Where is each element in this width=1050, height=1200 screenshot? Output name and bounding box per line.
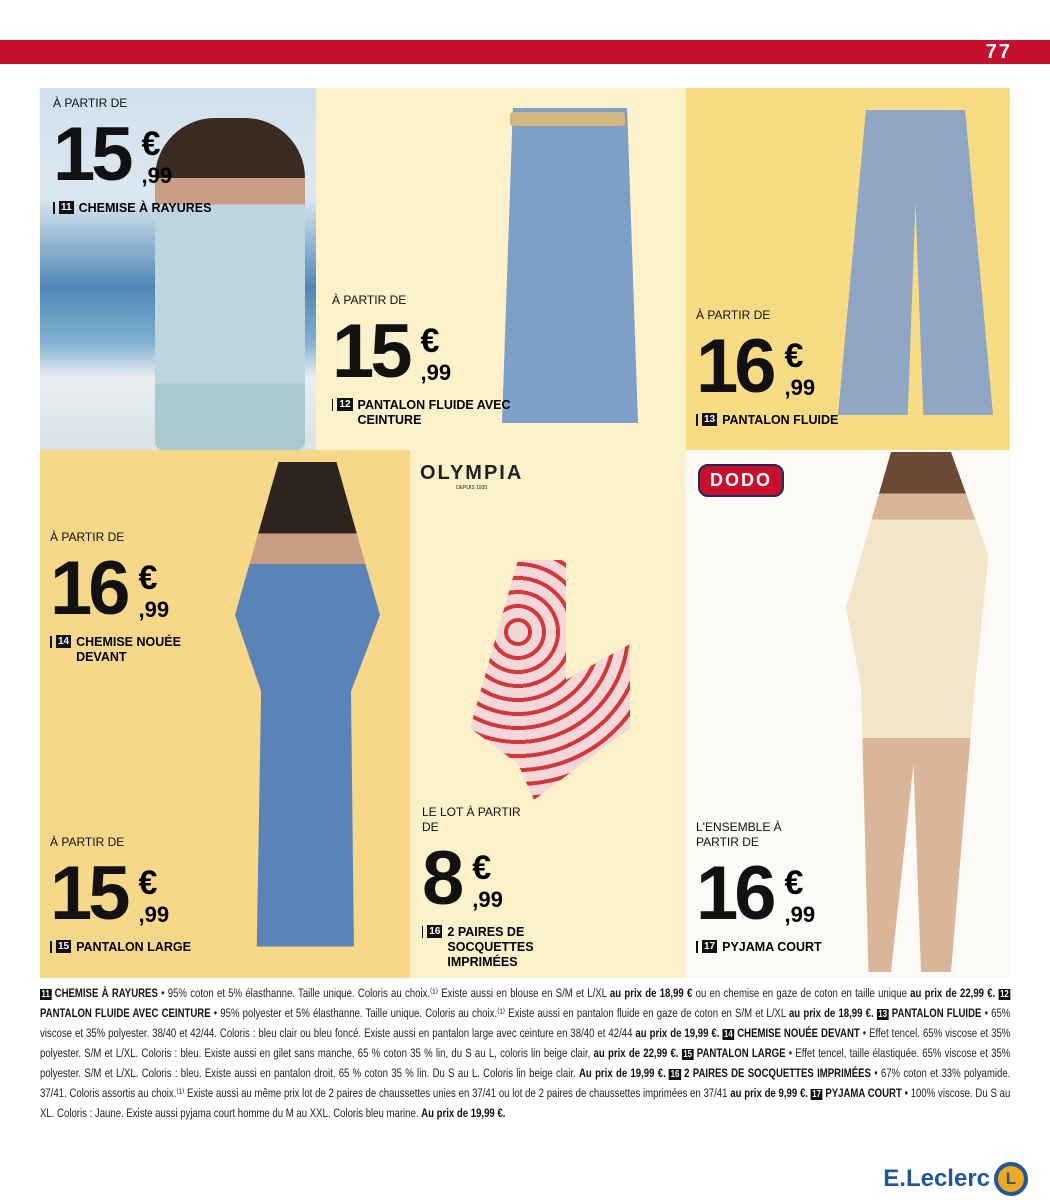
price-cents: ,99 — [784, 375, 816, 400]
product-number-badge: 12 — [339, 399, 351, 410]
product-cell-11 — [40, 88, 316, 450]
price-integer: 16 — [696, 324, 773, 409]
product-name: PANTALON FLUIDE — [891, 1006, 982, 1020]
product-number-badge: 17 — [812, 1089, 821, 1100]
leclerc-logo: E.Leclerc L — [883, 1162, 1028, 1196]
pants-image — [838, 110, 993, 415]
divider — [696, 414, 698, 426]
divider — [53, 202, 55, 214]
product-cell-12 — [316, 88, 686, 450]
price-integer: 15 — [50, 851, 127, 936]
product-name: PYJAMA COURT — [825, 1086, 902, 1100]
product-number-badge: 13 — [704, 414, 716, 425]
price-block-11 — [53, 96, 211, 216]
price-cents: ,99 — [472, 887, 503, 912]
product-name: CHEMISE À RAYURES — [54, 986, 158, 1000]
divider — [696, 941, 698, 953]
olympia-logo: OLYMPIA DEPUIS 1935 — [420, 462, 524, 491]
euro-sign: € — [472, 849, 492, 887]
price-note: au prix de 9,99 €. — [730, 1086, 808, 1100]
belt-image — [510, 112, 625, 126]
description-text: • 65% viscose et 35% polyester. 38/40 et 42/44. Coloris : bleu clair ou bleu foncé. Existe aussi en pantalon large avec ceinture en 38/40 et 42/44 — [40, 1006, 1011, 1040]
divider — [50, 636, 52, 648]
product-number-badge: 15 — [683, 1049, 692, 1060]
leclerc-l-icon: L — [994, 1162, 1028, 1196]
euro-sign: € — [784, 337, 804, 375]
divider — [50, 941, 52, 953]
header-bar — [0, 40, 1050, 64]
product-name: CHEMISE NOUÉE DEVANT — [737, 1026, 860, 1040]
price-cents: ,99 — [141, 163, 173, 188]
product-number-badge: 14 — [723, 1029, 733, 1040]
price-integer: 16 — [50, 546, 127, 631]
product-number-badge: 16 — [429, 926, 441, 937]
euro-sign: € — [141, 125, 161, 163]
socks-image — [470, 560, 630, 800]
product-label: CHEMISE NOUÉE DEVANT — [76, 635, 181, 664]
price-prefix: À PARTIR DE — [53, 96, 128, 110]
price-block-15 — [50, 835, 191, 955]
price-note: Au prix de 19,99 €. — [578, 1066, 666, 1080]
model-photo — [235, 462, 380, 972]
model-photo — [846, 452, 996, 972]
product-label: PANTALON LARGE — [76, 940, 191, 954]
price-note: au prix de 18,99 €. — [788, 1006, 874, 1020]
product-number-badge: 11 — [41, 989, 50, 1000]
price-integer: 8 — [422, 836, 461, 921]
price-note: au prix de 22,99 €. — [910, 986, 996, 1000]
price-prefix: À PARTIR DE — [332, 293, 407, 307]
price-integer: 15 — [53, 112, 130, 197]
product-label: PANTALON FLUIDE — [722, 413, 839, 427]
price-prefix: À PARTIR DE — [696, 308, 771, 322]
price-block-12 — [332, 293, 512, 428]
price-block-16 — [422, 805, 602, 970]
product-cell-14-15 — [40, 450, 410, 978]
price-prefix: À PARTIR DE — [50, 530, 125, 544]
product-number-badge: 12 — [1000, 989, 1009, 1000]
price-block-14 — [50, 530, 230, 665]
price-note: au prix de 22,99 €. — [593, 1046, 679, 1060]
price-note: Au prix de 19,99 €. — [421, 1106, 506, 1120]
description-text: • 100% viscose. Du S au XL. Coloris : Jaune. Existe aussi pyjama court homme du M au XXL. Coloris bleu marine. — [40, 1086, 1011, 1120]
price-prefix: À PARTIR DE — [50, 835, 125, 849]
price-prefix: LE LOT À PARTIR DE — [422, 805, 521, 834]
dodo-logo: DODO — [698, 464, 784, 497]
product-name: 2 PAIRES DE SOCQUETTES IMPRIMÉES — [684, 1066, 871, 1080]
pants-image — [502, 108, 638, 423]
price-cents: ,99 — [138, 597, 170, 622]
description-text: • Effet tencel. 65% viscose et 35% polyester. S/M et L/XL. Coloris : bleu. Existe aussi en gilet sans manche, 65 % coton 35 % lin, du S au L, coloris lin beige clair, — [40, 1026, 1011, 1060]
product-number-badge: 15 — [58, 941, 70, 952]
euro-sign: € — [784, 864, 804, 902]
description-text: • Effet tencel, taille élastiquée. 65% viscose et 35% polyester. S/M et L/XL. Coloris : bleu. Existe aussi en pantalon droit, 65 % coton 35 % lin. Du S au L. Coloris lin beige clair. — [40, 1046, 1011, 1080]
page-number: 77 — [985, 41, 1012, 63]
euro-sign: € — [138, 559, 158, 597]
price-integer: 15 — [332, 309, 409, 394]
product-number-badge: 16 — [670, 1069, 680, 1080]
product-label: PYJAMA COURT — [722, 940, 822, 954]
price-block-13 — [696, 308, 838, 428]
product-name: PANTALON LARGE — [696, 1046, 786, 1060]
price-block-17 — [696, 820, 822, 955]
description-text: • 95% coton et 5% élasthanne. Taille unique. Coloris au choix.⁽¹⁾ Existe aussi en blouse en S/M et L/XL — [157, 986, 610, 1000]
product-descriptions — [40, 984, 1010, 1123]
divider — [332, 399, 333, 411]
product-label: PANTALON FLUIDE AVEC CEINTURE — [357, 398, 511, 427]
product-cell-17 — [686, 450, 1010, 978]
product-label: CHEMISE À RAYURES — [78, 201, 212, 215]
price-cents: ,99 — [784, 902, 816, 927]
product-cell-16 — [410, 450, 686, 978]
product-name: PANTALON FLUIDE AVEC CEINTURE — [40, 1006, 211, 1020]
product-number-badge: 14 — [57, 636, 70, 647]
product-number-badge: 13 — [878, 1009, 888, 1020]
description-text: • 67% coton et 33% polyamide. 37/41. Coloris assortis au choix.⁽¹⁾ Existe aussi au même prix lot de 2 paires de chaussettes unies en 37/41 ou lot de 2 paires de chaussettes imprimées en 37/41 — [40, 1066, 1011, 1100]
price-note: au prix de 19,99 €. — [635, 1026, 720, 1040]
euro-sign: € — [420, 322, 440, 360]
product-cell-13 — [686, 88, 1010, 450]
product-number-badge: 11 — [61, 202, 72, 213]
description-text: ou en chemise en gaze de coton en taille unique — [692, 986, 911, 1000]
euro-sign: € — [138, 864, 158, 902]
price-cents: ,99 — [420, 360, 452, 385]
price-cents: ,99 — [138, 902, 170, 927]
price-prefix: L'ENSEMBLE À PARTIR DE — [696, 820, 782, 849]
divider — [422, 926, 423, 938]
product-label: 2 PAIRES DE SOCQUETTES IMPRIMÉES — [447, 925, 534, 969]
price-integer: 16 — [696, 851, 773, 936]
price-note: au prix de 18,99 € — [609, 986, 693, 1000]
description-text: • 95% polyester et 5% élasthanne. Taille unique. Coloris au choix.⁽¹⁾ Existe aussi en pantalon fluide en gaze de coton en S/M et L/XL — [210, 1006, 789, 1020]
product-number-badge: 17 — [704, 941, 716, 952]
